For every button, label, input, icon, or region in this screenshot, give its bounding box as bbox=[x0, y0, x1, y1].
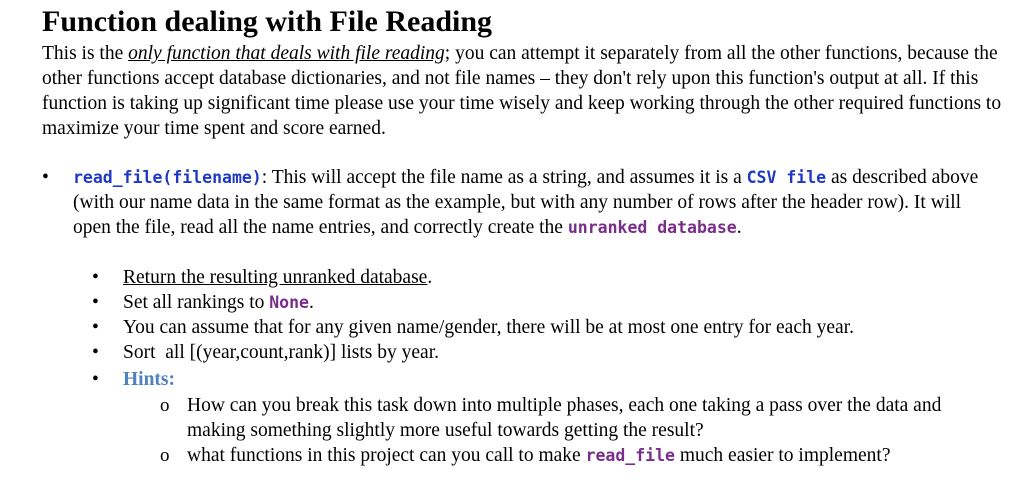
intro-emphasis: only function that deals with file reading bbox=[128, 43, 445, 64]
desc-text-2: as described above (with our name data in the same format as the example, but with any number of rows after the header row). It will open the file, read all the name entries, and correctly create the bbox=[73, 167, 979, 238]
sub-bullet-dot: • bbox=[92, 342, 99, 363]
sub-item-sort: Sort all [(year,count,rank)] lists by year. bbox=[123, 342, 439, 363]
sub-bullet-dot: • bbox=[92, 267, 99, 288]
bullet-dot: • bbox=[42, 167, 49, 188]
unranked-database-term: unranked database bbox=[567, 218, 737, 237]
hint-2: what functions in this project can you call to make read_file much easier to implement? bbox=[187, 445, 891, 466]
sub-bullet-dot: • bbox=[92, 369, 99, 390]
intro-paragraph bbox=[42, 41, 1002, 141]
read-file-description bbox=[73, 165, 1003, 240]
function-signature: read_file(filename) bbox=[73, 168, 262, 187]
sub-item-set-rankings: Set all rankings to None. bbox=[123, 292, 314, 313]
sub-bullet-dot: • bbox=[92, 317, 99, 338]
intro-text-1: This is the bbox=[42, 43, 129, 64]
hint-marker: o bbox=[160, 445, 170, 466]
desc-text-1: : This will accept the file name as a string, and assumes it is a bbox=[261, 167, 747, 188]
none-keyword: None bbox=[269, 293, 309, 312]
hint-marker: o bbox=[160, 395, 170, 416]
csv-file-term: CSV file bbox=[746, 168, 827, 187]
section-heading: Function dealing with File Reading bbox=[42, 5, 493, 38]
desc-text-3: . bbox=[736, 217, 742, 238]
sub-bullet-dot: • bbox=[92, 292, 99, 313]
intro-text-2: ; you can attempt it separately from all the other functions, because the other functions accept database dictionaries, and not file names – they don't rely upon this function's output at all. If this function is taking up significant time please use your time wisely and keep working through the other required functions to maximize your time spent and score earned. bbox=[42, 43, 1002, 139]
hints-label: Hints: bbox=[123, 369, 176, 390]
read-file-code: read_file bbox=[585, 446, 675, 465]
return-text: Return the resulting unranked database bbox=[123, 267, 428, 288]
sub-item-return: Return the resulting unranked database. bbox=[123, 267, 433, 288]
sub-item-assume: You can assume that for any given name/gender, there will be at most one entry for each year. bbox=[123, 317, 854, 338]
hint-1: How can you break this task down into multiple phases, each one taking a pass over the data and making something slightly more useful towards getting the result? bbox=[187, 395, 942, 441]
